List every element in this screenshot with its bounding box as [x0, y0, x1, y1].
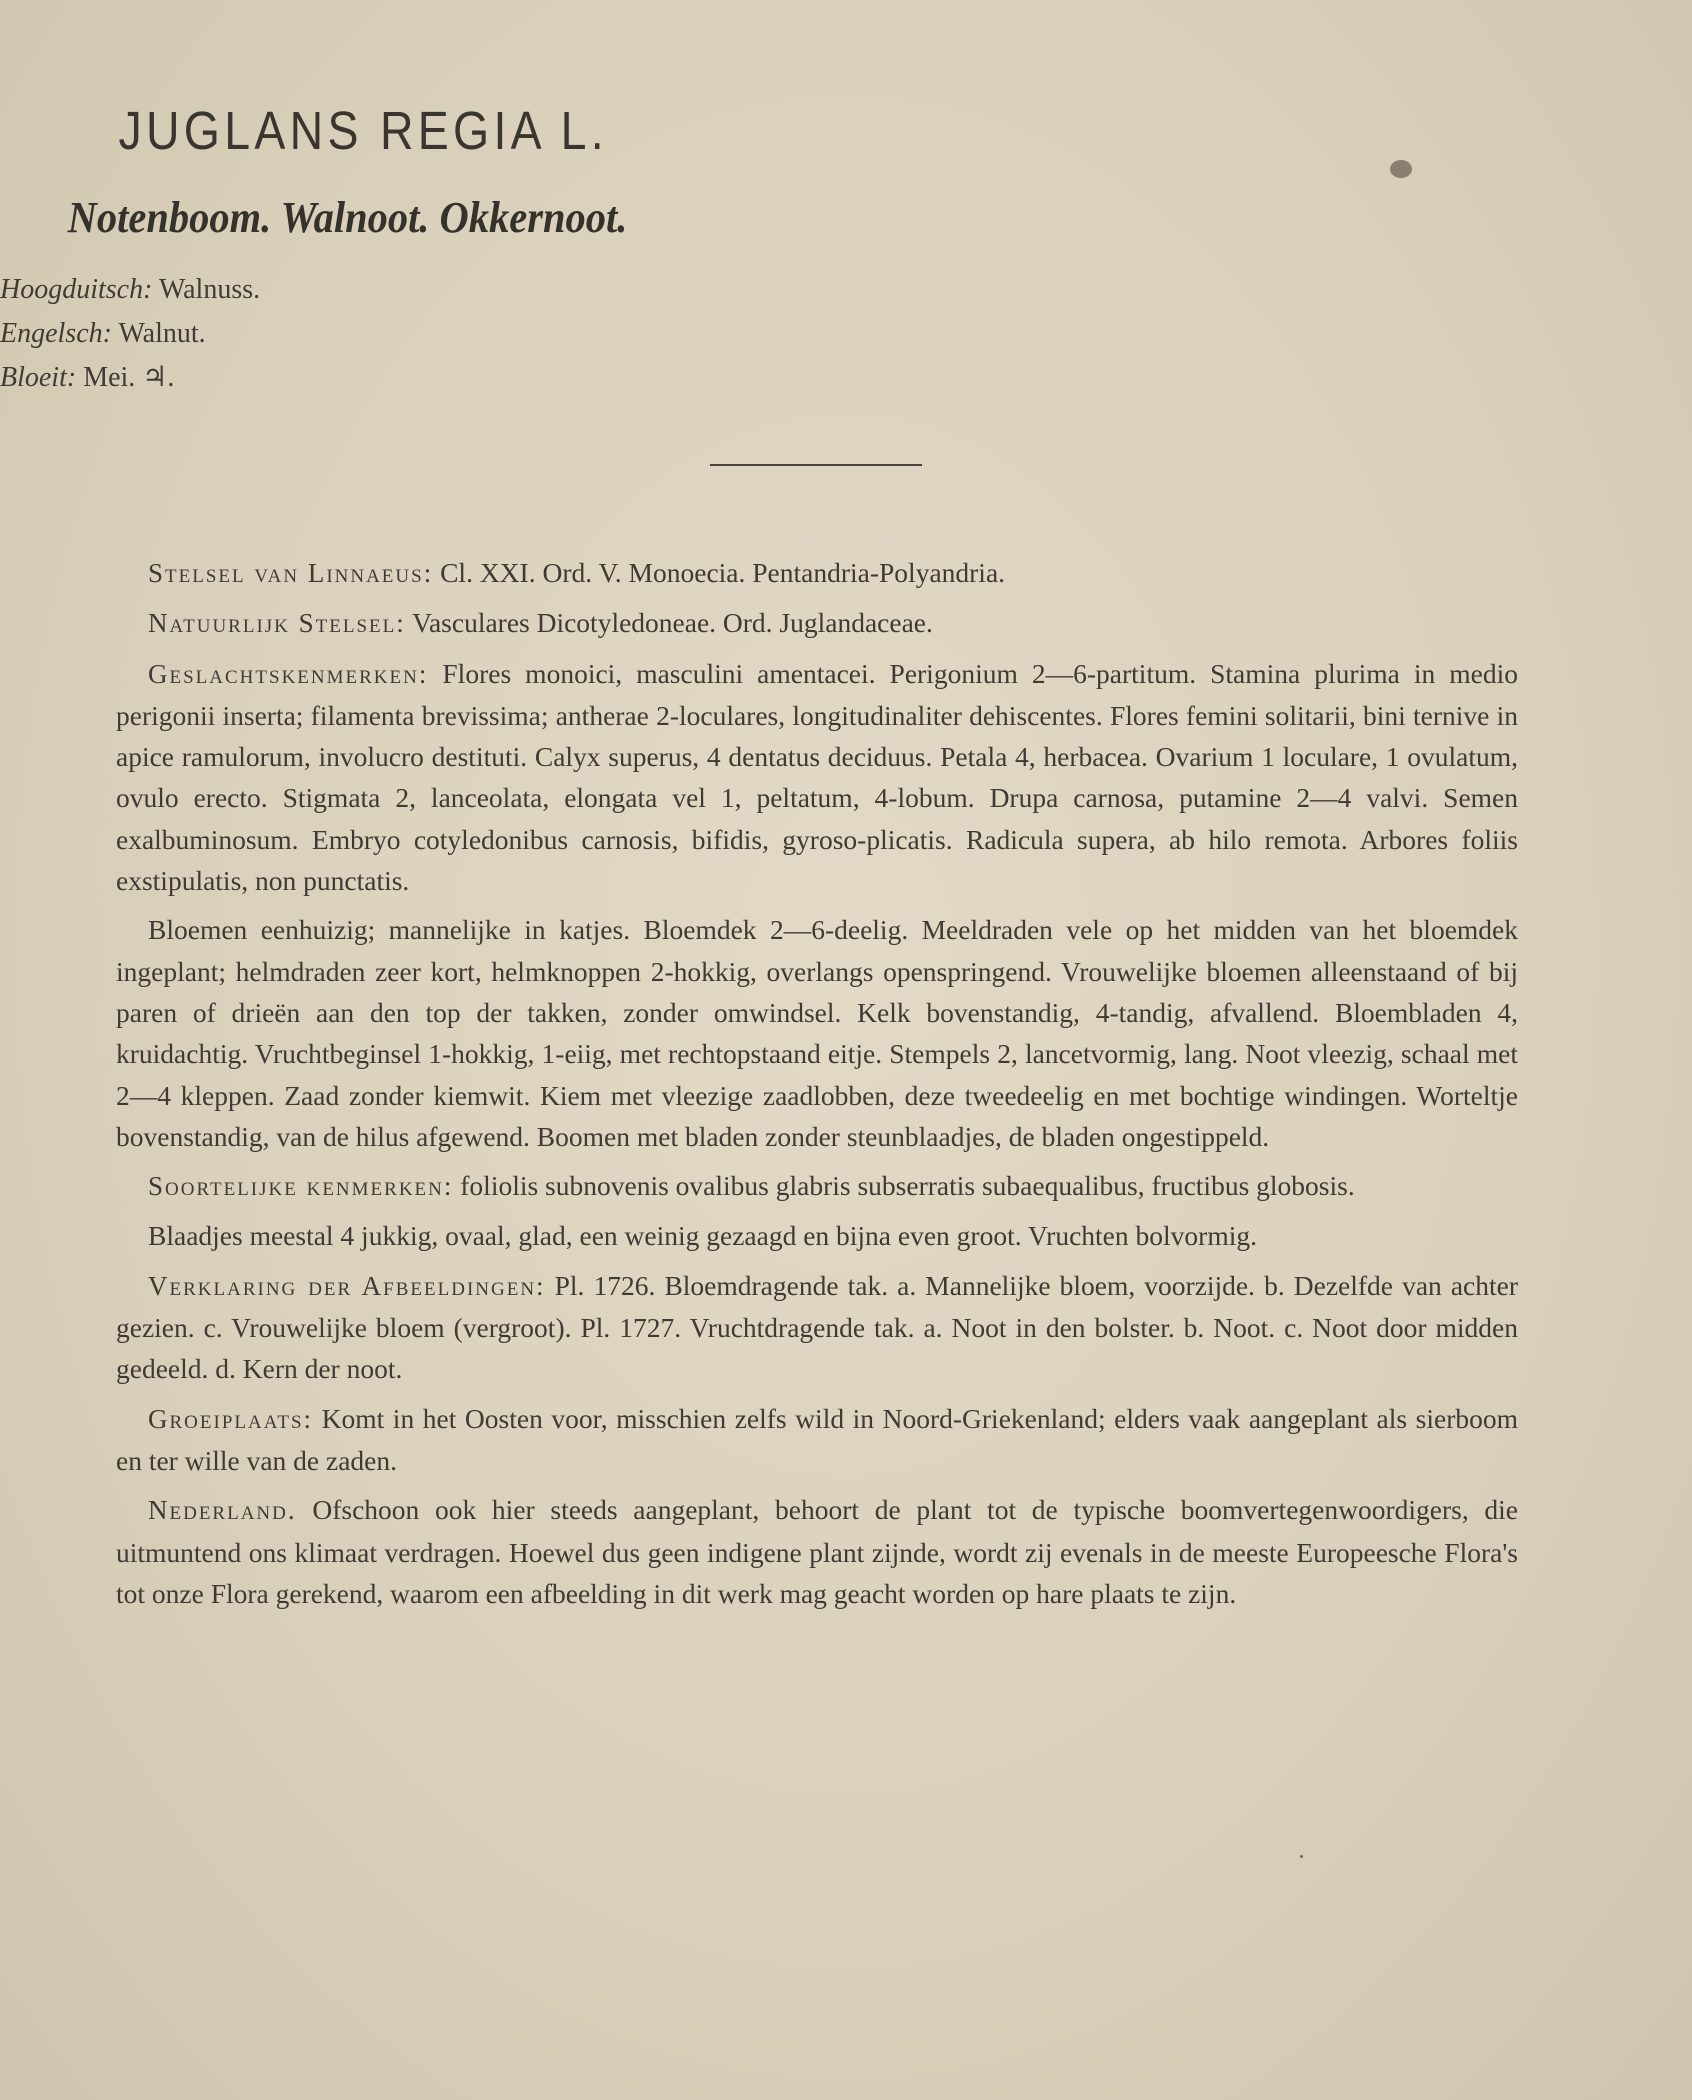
name-label: Hoogduitsch: — [0, 274, 153, 305]
paragraph-species-characters — [116, 1165, 1518, 1207]
section-heading: Geslachtskenmerken: — [148, 658, 429, 689]
section-text: foliolis subnovenis ovalibus glabris subserratis subaequalibus, fructibus globosis. — [460, 1170, 1355, 1202]
section-text: Pl. 1726. Bloemdragende tak. a. Mannelijke bloem, voorzijde. b. Dezelfde van achter gezien. c. Vrouwelijke bloem (vergroot). Pl. 1727. Vruchtdragende tak. a. Noot in den bolster. b. Noot. c. Noot door midden gedeeld. d. Kern der noot. — [116, 1269, 1519, 1385]
paragraph-habitat — [116, 1398, 1518, 1482]
name-line-flowering — [0, 356, 1692, 400]
section-text: Bloemen eenhuizig; mannelijke in katjes. Bloemdek 2—6-deelig. Meeldraden vele op het midden van het bloemdek ingeplant; helmdraden zeer kort, helmknoppen 2-hokkig, overlangs openspringend. Vrouwelijke bloemen alleenstaand of bij paren of drieën aan den top der takken, zonder omwindsel. Kelk bovenstandig, 4-tandig, afvallend. Bloembladen 4, kruidachtig. Vruchtbeginsel 1-hokkig, 1-eiig, met rechtopstaand eitje. Stempels 2, lancetvormig, lang. Noot vleezig, schaal met 2—4 kleppen. Zaad zonder kiemwit. Kiem met vleezige zaadlobben, deze tweedeelig en met bochtige windingen. Worteltje bovenstandig, van de hilus afgewend. Boomen met bladen zonder steunblaadjes, de bladen ongestippeld. — [116, 914, 1518, 1152]
section-text: Blaadjes meestal 4 jukkig, ovaal, glad, een weinig gezaagd en bijna even groot. Vruchten bolvormig. — [148, 1220, 1257, 1252]
section-heading: Soortelijke kenmerken: — [148, 1171, 454, 1202]
name-label: Engelsch: — [0, 318, 112, 349]
section-text: Vasculares Dicotyledoneae. Ord. Juglandaceae. — [412, 607, 933, 639]
paragraph-species-characters-dutch — [116, 1215, 1518, 1256]
section-heading: Stelsel van Linnaeus: — [148, 558, 434, 588]
name-value: Mei. ♃. — [83, 362, 175, 393]
paragraph-plate-explanation — [116, 1265, 1518, 1390]
paragraph-netherlands — [116, 1489, 1518, 1614]
paragraph-linnaeus-system — [116, 552, 1518, 594]
section-heading: Groeiplaats: — [148, 1403, 314, 1434]
name-line-german — [0, 268, 1692, 312]
section-text: Flores monoici, masculini amentacei. Perigonium 2—6-partitum. Stamina plurima in medio perigonii inserta; filamenta brevissima; antherae 2-loculares, longitudinaliter dehiscentes. Flores femini solitarii, bini ternive in apice ramulorum, involucro destituti. Calyx superus, 4 dentatus deciduus. Petala 4, herbacea. Ovarium 1 loculare, 1 ovulatum, ovulo erecto. Stigmata 2, lanceolata, elongata vel 1, peltatum, 4-lobum. Drupa carnosa, putamine 2—4 valvi. Semen exalbuminosum. Embryo cotyledonibus carnosis, bifidis, gyroso-plicatis. Radicula supera, ab hilo remota. Arbores foliis exstipulatis, non punctatis. — [116, 657, 1519, 897]
name-value: Walnuss. — [158, 274, 261, 305]
paragraph-genus-characters-dutch — [116, 909, 1518, 1157]
page-title: JUGLANS REGIA L. — [118, 101, 608, 161]
vernacular-names — [0, 268, 1692, 400]
ink-speck — [1390, 160, 1412, 178]
section-text: Cl. XXI. Ord. V. Monoecia. Pentandria-Polyandria. — [440, 557, 1006, 588]
description-body — [116, 552, 1518, 1622]
name-value: Walnut. — [118, 318, 206, 349]
section-heading: Natuurlijk Stelsel: — [148, 608, 406, 639]
paragraph-genus-characters — [116, 653, 1518, 902]
section-text: Ofschoon ook hier steeds aangeplant, behoort de plant tot de typische boomvertegenwoordigers, die uitmuntend ons klimaat verdragen. Hoewel dus geen indigene plant zijnde, wordt zij evenals in de meeste Europeesche Flora's tot onze Flora gerekend, waarom een afbeelding in dit werk mag geacht worden op hare plaats te zijn. — [116, 1494, 1519, 1609]
ink-dot — [1300, 1855, 1303, 1858]
section-heading: Verklaring der Afbeeldingen: — [148, 1270, 546, 1301]
common-names-subtitle: Notenboom. Walnoot. Okkernoot. — [67, 193, 628, 242]
name-line-english — [0, 312, 1692, 356]
paragraph-natural-system — [116, 602, 1518, 644]
divider-rule — [710, 464, 922, 466]
section-text: Komt in het Oosten voor, misschien zelfs wild in Noord-Griekenland; elders vaak aangeplant als sierboom en ter wille van de zaden. — [116, 1402, 1519, 1476]
section-heading: Nederland. — [148, 1495, 297, 1526]
name-label: Bloeit: — [0, 362, 77, 393]
